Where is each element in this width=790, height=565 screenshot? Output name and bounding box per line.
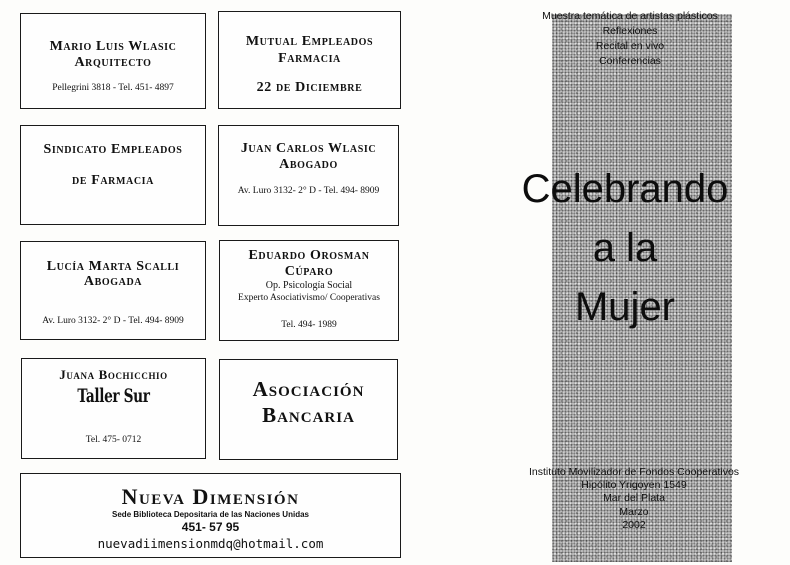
cover-institution-line: Mar del Plata: [603, 492, 665, 505]
card-mutual-farmacia: [218, 11, 401, 109]
cover-institution-line: Marzo: [619, 505, 649, 518]
card-name: Nueva Dimensión: [121, 484, 300, 509]
card-line-1: Mutual Empleados: [245, 34, 374, 49]
cover-top-info: [505, 9, 755, 69]
cover-title: [490, 160, 760, 337]
card-name-line-1: Eduardo Orosman: [248, 248, 370, 263]
card-sindicato: [20, 125, 206, 225]
card-contact: Tel. 494- 1989: [281, 320, 337, 330]
card-role: Arquitecto: [74, 55, 152, 70]
card-lucia-scalli: [20, 241, 206, 340]
cover-title-line: Mujer: [574, 285, 676, 329]
card-name: Lucía Marta Scalli: [46, 259, 180, 274]
cover-top-line: Muestra temática de artistas plásticos: [542, 10, 718, 22]
card-line-2: Farmacia: [278, 51, 341, 66]
card-phone: 451- 57 95: [181, 520, 240, 534]
card-line-2: de Farmacia: [72, 173, 154, 188]
cover-top-line: Recital en vivo: [595, 40, 665, 52]
card-juan-wlasic: [218, 125, 399, 226]
card-name: Juan Carlos Wlasic: [240, 141, 377, 156]
card-name: Juana Bochicchio: [59, 367, 168, 382]
card-eduardo-cuparo: [219, 240, 399, 341]
card-line-3: 22 de Diciembre: [256, 80, 363, 95]
cover-institution-line: 2002: [622, 518, 646, 531]
card-juana-bochicchio: [21, 358, 206, 459]
cover-institution-line: Instituto Movilizador de Fondos Cooperativos: [528, 466, 740, 478]
card-name: Mario Luis Wlasic: [49, 39, 177, 54]
cover-institution-line: Hipólito Yrigoyen 1549: [581, 479, 687, 492]
card-sede: Sede Biblioteca Depositaria de las Naciones Unidas: [112, 510, 309, 519]
card-name-line-2: Cúparo: [284, 264, 334, 279]
card-line-1: Asociación: [252, 377, 365, 401]
card-contact: Av. Luro 3132- 2° D - Tel. 494- 8909: [237, 186, 380, 196]
card-nueva-dimension: [20, 473, 401, 558]
card-mario-wlasic: [20, 13, 206, 109]
taller-sur-logo: Taller Sur: [77, 385, 150, 407]
cover-top-line: Conferencias: [599, 55, 661, 67]
card-role: Abogada: [83, 274, 143, 289]
card-email: nuevadiimensionmdq@hotmail.com: [97, 536, 324, 551]
cover-title-line: Celebrando: [521, 167, 729, 211]
card-asociacion-bancaria: [219, 359, 398, 460]
card-specialty-2: Experto Asociativismo/ Cooperativas: [238, 293, 380, 303]
card-contact: Av. Luro 3132- 2° D - Tel. 494- 8909: [42, 316, 184, 326]
card-line-2: Bancaria: [262, 403, 355, 427]
card-specialty-1: Op. Psicología Social: [265, 280, 353, 291]
cover-top-line: Reflexiones: [602, 25, 658, 37]
card-contact: Pellegrini 3818 - Tel. 451- 4897: [52, 83, 174, 93]
card-contact: Tel. 475- 0712: [85, 435, 142, 445]
card-role: Abogado: [279, 157, 338, 172]
card-line-1: Sindicato Empleados: [43, 142, 183, 157]
cover-title-line: a la: [592, 226, 658, 270]
cover-institution: [505, 466, 763, 532]
